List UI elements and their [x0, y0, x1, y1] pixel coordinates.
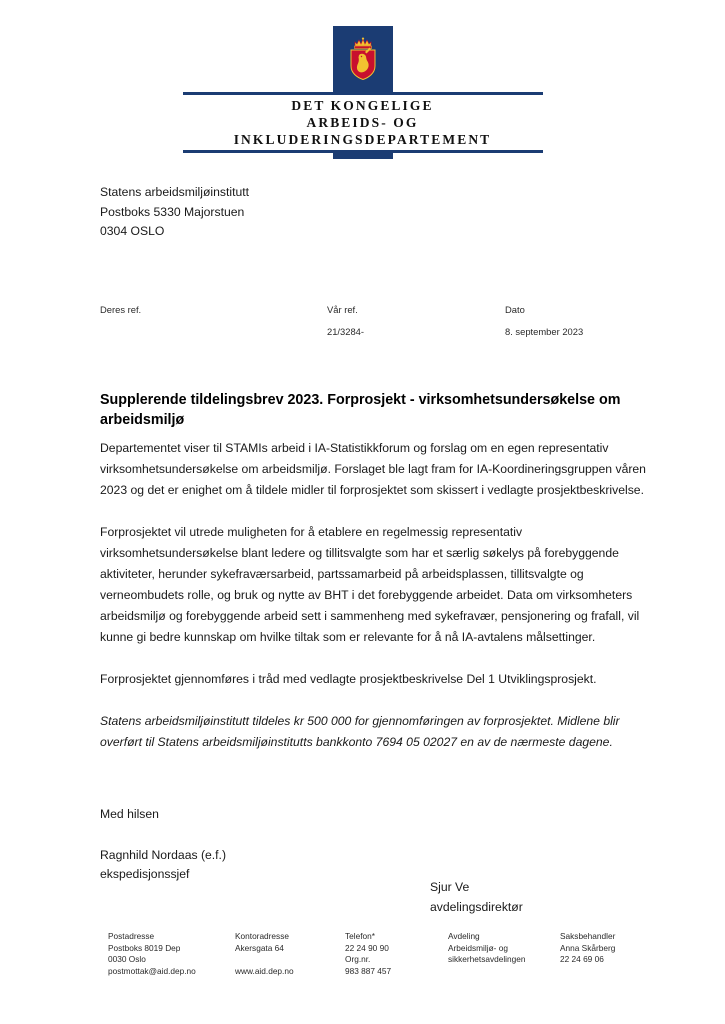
letterhead-line-1: DET KONGELIGE	[183, 95, 543, 114]
footer-col1-line-2: 0030 Oslo	[108, 954, 146, 965]
dato-label: Dato	[505, 304, 525, 315]
footer-col1-email[interactable]: postmottak@aid.dep.no	[108, 965, 196, 976]
letterhead-band-tail	[333, 153, 393, 159]
footer-column-postadresse	[108, 931, 233, 977]
signer-1-title: ekspedisjonssjef	[100, 867, 190, 881]
var-ref-column	[327, 303, 364, 338]
footer-col3-phone: 22 24 90 90	[345, 942, 389, 953]
addressee-block	[100, 183, 249, 242]
body-paragraph-4-allocation: Statens arbeidsmiljøinstitutt tildeles kr 500 000 for gjennomføringen av forprosjektet. Midlene blir overført til Statens arbeidsmiljøinstitutts bankkonto 7694 05 02027 en av de nærmeste dagene.	[100, 714, 620, 749]
crest-svg	[346, 37, 380, 81]
signer-2-title: avdelingsdirektør	[430, 899, 523, 914]
footer-col2-heading: Kontoradresse	[235, 931, 289, 941]
footer-col5-heading: Saksbehandler	[560, 931, 616, 941]
footer-column-avdeling	[448, 931, 558, 966]
footer-col2-line-1: Akersgata 64	[235, 942, 284, 953]
addressee-line-2: Postboks 5330 Majorstuen	[100, 204, 245, 219]
footer-col2-spacer	[235, 954, 340, 966]
document-body	[100, 438, 656, 774]
body-paragraph-2: Forprosjektet vil utrede muligheten for å etablere en regelmessig representativ virksomhetsundersøkelse blant ledere og tillitsvalgte som har et særlig søkelys på forebyggende aktiviteter, herunder sykefraværsarbeid, partssamarbeid på arbeidsplassen, tillitsvalgte og verneombudets rolle, og bruk og nytte av BHT i det forebyggende arbeidet. Data om virksomheters arbeidsmiljø og forebyggende arbeid sett i sammenheng med sykefravær, pensjonering og frafall, vil kunne gi bedre kunnskap om hvilke tiltak som er relevante for å nå IA-avtalens målsettinger.	[100, 525, 640, 644]
footer-col3-orgnr-value: 983 887 457	[345, 965, 392, 976]
deres-ref-label: Deres ref.	[100, 304, 142, 315]
footer-column-kontoradresse	[235, 931, 340, 977]
letterhead-line-2: ARBEIDS- OG INKLUDERINGSDEPARTEMENT	[183, 114, 543, 150]
dato-value: 8. september 2023	[505, 326, 584, 337]
signature-spacer	[100, 825, 226, 846]
signer-2-name: Sjur Ve	[430, 880, 470, 894]
signature-closing: Med hilsen	[100, 807, 159, 821]
footer-col3-heading: Telefon*	[345, 931, 375, 941]
footer-col1-heading: Postadresse	[108, 931, 155, 941]
footer-col4-line-2: sikkerhetsavdelingen	[448, 954, 526, 965]
dato-column	[505, 303, 583, 338]
signature-right	[430, 878, 523, 917]
deres-ref-column	[100, 303, 141, 325]
addressee-line-3: 0304 OSLO	[100, 224, 165, 238]
letterhead	[0, 26, 725, 159]
footer-col5-phone: 22 24 69 06	[560, 954, 604, 965]
footer-col5-name: Anna Skårberg	[560, 942, 616, 953]
footer-column-telefon	[345, 931, 445, 977]
footer-col4-heading: Avdeling	[448, 931, 480, 941]
footer-col1-line-1: Postboks 8019 Dep	[108, 942, 181, 953]
footer-column-saksbehandler	[560, 931, 670, 966]
letterhead-title-band	[183, 92, 543, 159]
footer-col4-line-1: Arbeidsmiljø- og	[448, 942, 508, 953]
footer-col3-orgnr-label: Org.nr.	[345, 954, 371, 965]
footer-col2-website[interactable]: www.aid.dep.no	[235, 965, 294, 976]
signer-1-name: Ragnhild Nordaas (e.f.)	[100, 847, 226, 862]
var-ref-label: Vår ref.	[327, 304, 358, 315]
addressee-line-1: Statens arbeidsmiljøinstitutt	[100, 185, 250, 199]
body-paragraph-1: Departementet viser til STAMIs arbeid i IA-Statistikkforum og forslag om en egen representativ virksomhetsundersøkelse om arbeidsmiljø. Forslaget ble lagt fram for IA-Koordineringsgruppen våren 2023 og det er enighet om å tildele midler til forprosjektet som skissert i vedlagte prosjektbeskrivelse.	[100, 441, 646, 497]
signature-left	[100, 805, 226, 885]
body-paragraph-3: Forprosjektet gjennomføres i tråd med vedlagte prosjektbeskrivelse Del 1 Utviklingsprosjekt.	[100, 672, 597, 686]
coat-of-arms-icon	[333, 26, 393, 92]
var-ref-value: 21/3284-	[327, 326, 365, 337]
document-title: Supplerende tildelingsbrev 2023. Forprosjekt - virksomhetsundersøkelse om arbeidsmiljø	[100, 392, 621, 428]
